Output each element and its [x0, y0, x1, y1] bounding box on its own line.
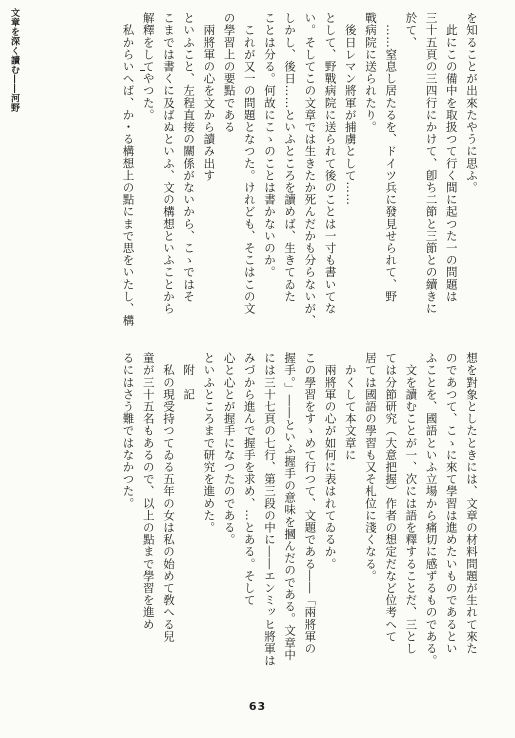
text-column: これが又一の問題となつた。けれども、そこはこの文	[242, 12, 257, 315]
text-column: ては分節研究（大意把握）作者の想定だなど位考へて	[384, 352, 399, 643]
text-column: 三十五頁の三四行にかけて、卽ち二節と三節との續きに	[424, 12, 439, 315]
text-column: として、野戰病院に送られて後のことは一寸も書いてな	[323, 12, 338, 315]
text-column: ふことを、國語といふ立場から痛切に感ずるものである。	[424, 352, 439, 667]
text-column: ことは分る。何故にこゝのことは書かないのか。	[262, 12, 277, 279]
lower-text-block	[27, 352, 482, 690]
text-column: には三十七頁の七行、第三段の中に――エンミッヒ將軍は	[262, 352, 277, 667]
text-column: 心と心とが握手になつたのである。	[222, 352, 237, 546]
text-column: 兩將軍の心が如何に表はれてゐるか。	[323, 352, 338, 570]
running-head: 文章を深く讀む――河野	[9, 8, 19, 113]
text-column: この學習をすゝめて行つて、文題である――「兩將軍の	[303, 352, 318, 655]
text-column: 附 記	[182, 352, 197, 401]
text-column: 此にこの備中を取扱つて行く間に起つた一の問題は	[444, 12, 459, 303]
text-column: 握手。」――といふ握手の意味を摑んだのである。文章中	[283, 352, 298, 661]
text-column: 想を對象としたときには、文章の材料問題が生れて來た	[465, 352, 479, 655]
text-column: みづから進んで握手を求め、…とある。そして	[242, 352, 257, 607]
text-column: 兩將軍の心を文から讀み出す	[202, 12, 217, 182]
text-column: しかし、後日……といふところを讀めば、生きてゐた	[283, 12, 298, 303]
text-column: こまでは書くに及ばぬといふ、文の構想といふことから	[161, 12, 176, 315]
text-column: のであつて、こゝに來て學習は進めたいものであるとい	[444, 352, 459, 655]
text-column: 私からいへば、か・る構想上の點にまで思をいたし、構	[121, 12, 136, 327]
text-column: ……窒息し居たるを、ドイツ兵に發見せられて、野	[384, 12, 399, 303]
upper-text-block	[27, 12, 482, 337]
text-column: 於て、	[404, 12, 419, 49]
page-number: 63	[248, 700, 267, 713]
text-column: 童が三十五名もあるので、以上の點まで學習を進め	[141, 352, 156, 631]
text-column: 文を讀むことが一、次には語を釋することだ、三とし	[404, 352, 419, 655]
text-column: 戰病院に送られたり。	[363, 12, 378, 133]
text-column: を知ることが出來たやうに思ふ。	[465, 12, 479, 194]
text-column: 私の現受持つてゐる五年の女は私の始めて敎へる兒	[161, 352, 176, 643]
text-column: といふこと、左程直接の關係がないから、こゝではそ	[182, 12, 197, 303]
text-column: るにはさう難ではなかつた。	[121, 352, 136, 510]
text-column: といふところまで研究を進めた。	[202, 352, 217, 534]
text-column: い。そしてこの文章では生きたか死んだかも分らないが、	[303, 12, 318, 327]
text-column: の學習上の要點である	[222, 12, 237, 133]
text-column: かくして本文章に	[343, 352, 358, 461]
text-column: 解釋をしてやつた。	[141, 12, 156, 121]
text-column: 後日レマン將軍が捕虜として……	[343, 12, 358, 206]
text-column: 居ては國語の學習も又そ札位に淺くなる。	[363, 352, 378, 582]
